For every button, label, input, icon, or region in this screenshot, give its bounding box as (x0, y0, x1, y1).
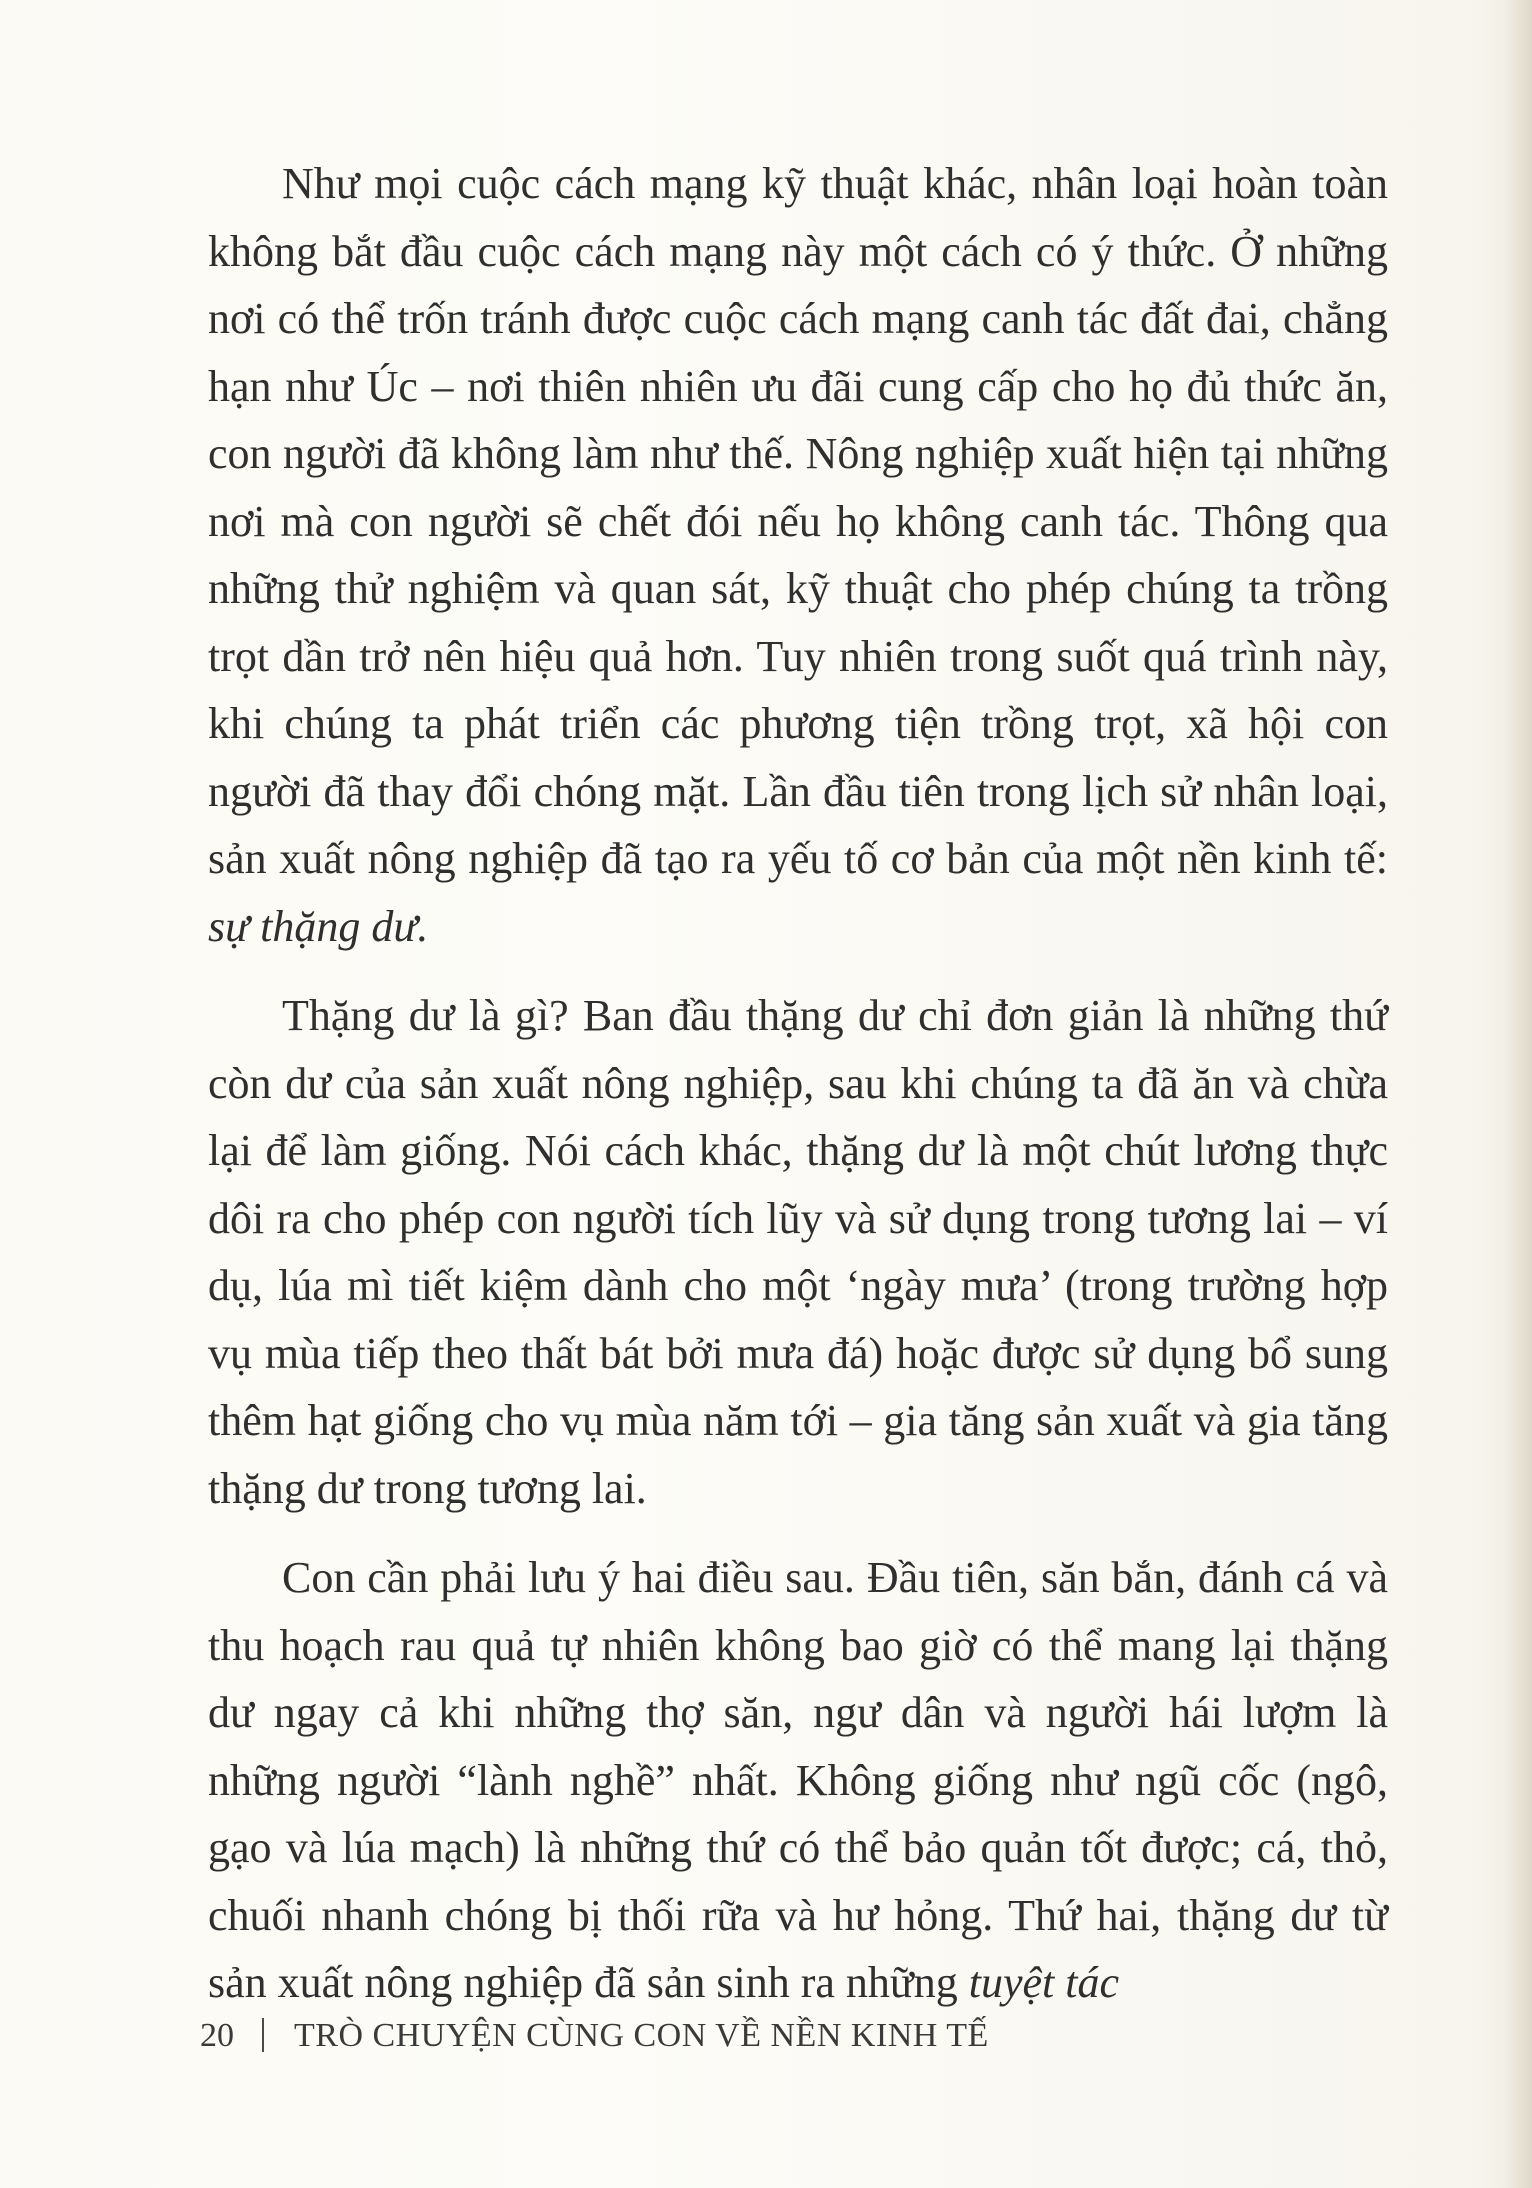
running-book-title: TRÒ CHUYỆN CÙNG CON VỀ NỀN KINH TẾ (294, 2017, 989, 2054)
paragraph-1 (208, 150, 1388, 960)
paragraph-2-text: Thặng dư là gì? Ban đầu thặng dư chỉ đơn giản là những thứ còn dư của sản xuất nông nghiệp, sau khi chúng ta đã ăn và chừa lại để làm giống. Nói cách khác, thặng dư là một chút lương thực dôi ra cho phép con người tích lũy và sử dụng trong tương lai – ví dụ, lúa mì tiết kiệm dành cho một ‘ngày mưa’ (trong trường hợp vụ mùa tiếp theo thất bát bởi mưa đá) hoặc được sử dụng bổ sung thêm hạt giống cho vụ mùa năm tới – gia tăng sản xuất và gia tăng thặng dư trong tương lai. (208, 991, 1388, 1513)
page-edge-shadow (1504, 0, 1532, 2188)
paragraph-1-text: Như mọi cuộc cách mạng kỹ thuật khác, nhân loại hoàn toàn không bắt đầu cuộc cách mạng này một cách có ý thức. Ở những nơi có thể trốn tránh được cuộc cách mạng canh tác đất đai, chẳng hạn như Úc – nơi thiên nhiên ưu đãi cung cấp cho họ đủ thức ăn, con người đã không làm như thế. Nông nghiệp xuất hiện tại những nơi mà con người sẽ chết đói nếu họ không canh tác. Thông qua những thử nghiệm và quan sát, kỹ thuật cho phép chúng ta trồng trọt dần trở nên hiệu quả hơn. Tuy nhiên trong suốt quá trình này, khi chúng ta phát triển các phương tiện trồng trọt, xã hội con người đã thay đổi chóng mặt. Lần đầu tiên trong lịch sử nhân loại, sản xuất nông nghiệp đã tạo ra yếu tố cơ bản của một nền kinh tế: (208, 159, 1388, 883)
page-number: 20 (200, 2017, 234, 2054)
body-text (208, 150, 1388, 2017)
footer-separator (262, 2018, 264, 2052)
page-footer (200, 2016, 989, 2056)
paragraph-1-italic-term: sự thặng dư. (208, 901, 429, 951)
paragraph-2 (208, 982, 1388, 1522)
paragraph-3 (208, 1544, 1388, 2017)
paragraph-3-text: Con cần phải lưu ý hai điều sau. Đầu tiên, săn bắn, đánh cá và thu hoạch rau quả tự nhiên không bao giờ có thể mang lại thặng dư ngay cả khi những thợ săn, ngư dân và người hái lượm là những người “lành nghề” nhất. Không giống như ngũ cốc (ngô, gạo và lúa mạch) là những thứ có thể bảo quản tốt được; cá, thỏ, chuối nhanh chóng bị thối rữa và hư hỏng. Thứ hai, thặng dư từ sản xuất nông nghiệp đã sản sinh ra những (208, 1553, 1388, 2007)
paragraph-3-italic-term: tuyệt tác (968, 1958, 1119, 2007)
